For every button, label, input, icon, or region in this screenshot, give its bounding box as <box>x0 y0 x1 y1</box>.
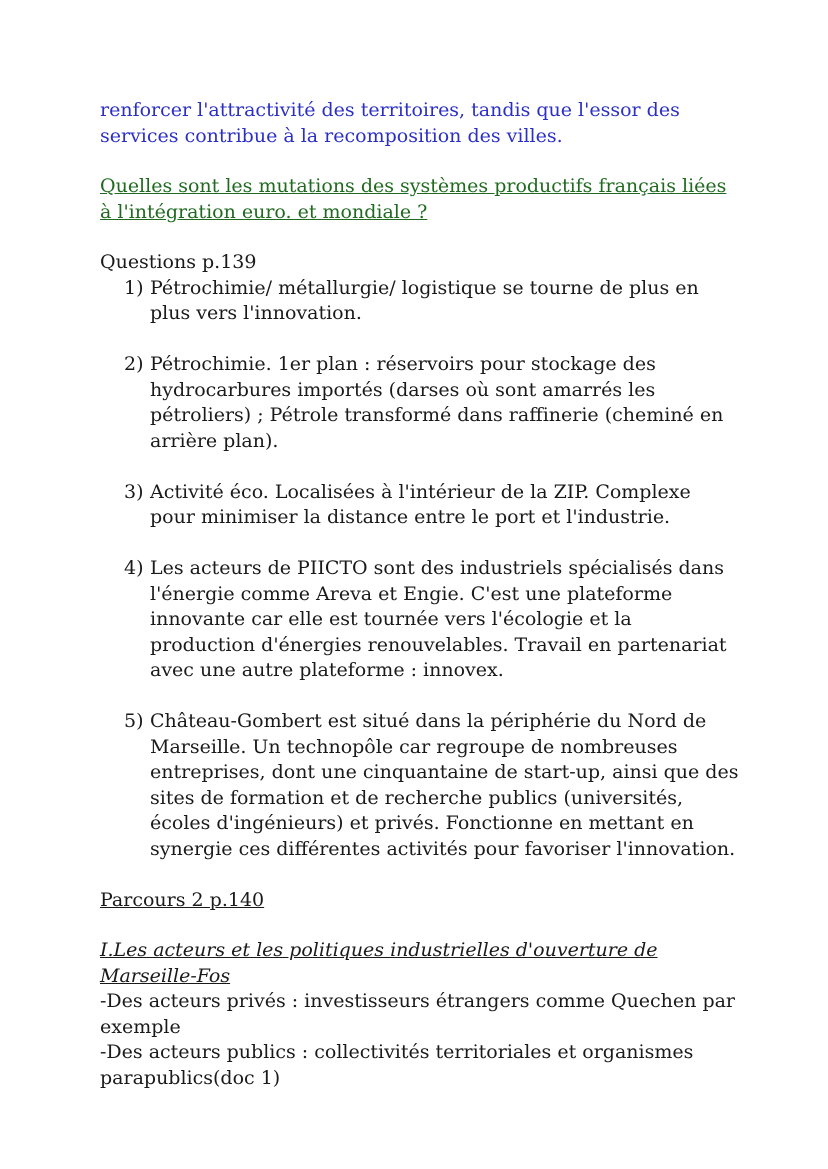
intro-paragraph: renforcer l'attractivité des territoires, tandis que l'essor des services contribue à la recomposition des villes. <box>100 99 680 147</box>
questions-title: Questions p.139 <box>100 251 257 273</box>
answer-text: Château-Gombert est situé dans la périphérie du Nord de Marseille. Un technopôle car regroupe de nombreuses entreprises, dont une cinquantaine de start-up, ainsi que des sites de formation et de recherche publics (universités, écoles d'ingénieurs) et privés. Fonctionne en mettant en synergie ces différentes activités pour favoriser l'innovation. <box>150 710 739 860</box>
answer-item-1 <box>100 276 740 327</box>
answer-item-4 <box>100 556 740 684</box>
public-actors-line: -Des acteurs publics : collectivités territoriales et organismes parapublics(doc 1) <box>100 1041 694 1089</box>
answer-item-3 <box>100 480 740 531</box>
section-question-heading: Quelles sont les mutations des systèmes productifs français liées à l'intégration euro. et mondiale ? <box>100 175 727 223</box>
answer-number: 3) <box>124 480 144 503</box>
document-page <box>100 98 740 1091</box>
private-actors-line: -Des acteurs privés : investisseurs étrangers comme Quechen par exemple <box>100 990 736 1038</box>
answer-number: 5) <box>124 710 144 732</box>
answer-text: Activité éco. Localisées à l'intérieur de la ZIP. Complexe pour minimiser la distance entre le port et l'industrie. <box>150 480 691 528</box>
parcours-title: Parcours 2 p.140 <box>100 888 265 911</box>
answer-number: 4) <box>124 557 144 579</box>
answer-text: Les acteurs de PIICTO sont des industriels spécialisés dans l'énergie comme Areva et Engie. C'est une plateforme innovante car elle est tournée vers l'écologie et la production d'énergies renouvelables. Travail en partenariat avec une autre plateforme : innovex. <box>150 557 727 681</box>
answer-text: Pétrochimie. 1er plan : réservoirs pour stockage des hydrocarbures importés (darses où sont amarrés les pétroliers) ; Pétrole transformé dans raffinerie (cheminé en arrière plan). <box>150 353 724 452</box>
answer-text: Pétrochimie/ métallurgie/ logistique se tourne de plus en plus vers l'innovation. <box>150 276 699 324</box>
answer-item-2 <box>100 352 740 454</box>
answer-item-5 <box>100 709 740 862</box>
answer-number: 2) <box>124 353 144 375</box>
answers-list <box>100 276 740 863</box>
parcours-subtitle: I.Les acteurs et les politiques industrielles d'ouverture de Marseille-Fos <box>100 939 658 987</box>
answer-number: 1) <box>124 276 144 299</box>
